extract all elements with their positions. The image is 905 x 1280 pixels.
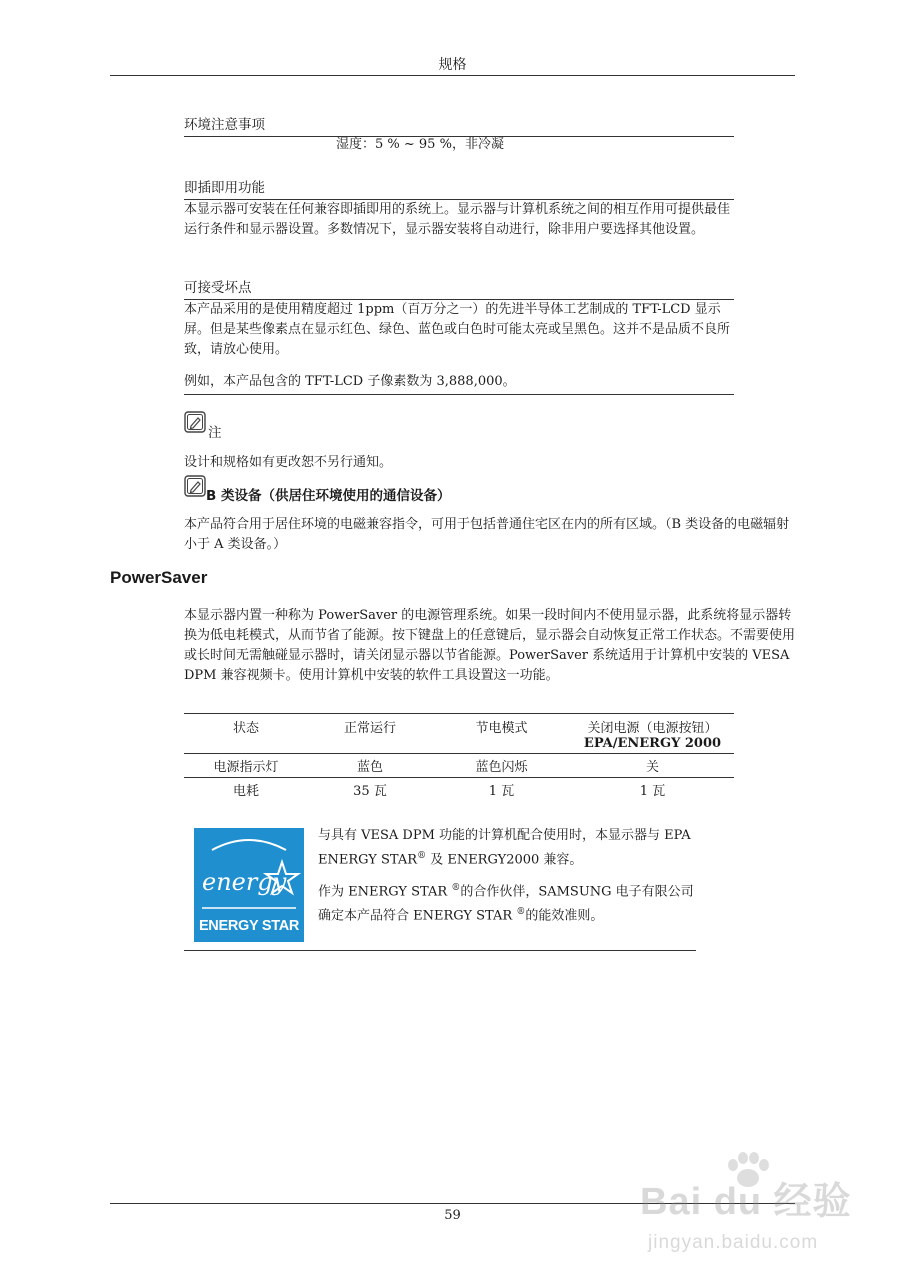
table-header-row <box>184 714 734 754</box>
energy-p1-b: 及 ENERGY2000 兼容。 <box>426 852 583 868</box>
table-row <box>184 754 734 778</box>
registered-mark: ® <box>417 851 427 861</box>
note-text: 设计和规格如有更改恕不另行通知。 <box>184 455 393 470</box>
pixel-example: 例如，本产品包含的 TFT-LCD 子像素数为 3,888,000。 <box>184 374 516 389</box>
watermark-url: jingyan.baidu.com <box>648 1232 819 1253</box>
watermark-brand: Bai du 经验 <box>640 1181 852 1223</box>
energy-star-icon <box>194 828 304 918</box>
env-humidity: 湿度：5 % ~ 95 %，非冷凝 <box>336 137 504 152</box>
powersaver-intro: 本显示器内置一种称为 PowerSaver 的电源管理系统。如果一段时间内不使用显示器，此系统将显示器转换为低电耗模式，从而节省了能源。按下键盘上的任意键后，显示器会自动恢复正常工作状态。不需要使用或长时间无需触碰显示器时，请关闭显示器以节省能源。PowerSaver 系统适用于计算机中安装的 VESA DPM 兼容视频卡。使用计算机中安装的软件工具设置这一功能。 <box>184 608 796 683</box>
energy-p2-c: 的能效准则。 <box>525 908 604 924</box>
table-cell: 电源指示灯 <box>184 754 308 778</box>
energy-para-1 <box>318 826 698 870</box>
energy-star-logo <box>194 828 304 942</box>
page-number: 59 <box>444 1208 461 1223</box>
note-icon <box>184 411 206 433</box>
energy-script-text: energy <box>202 868 287 896</box>
table-cell: 35 瓦 <box>353 784 387 799</box>
table-cell: 电耗 <box>232 784 259 799</box>
header-rule <box>110 75 795 76</box>
plug-text: 本显示器可安装在任何兼容即插即用的系统上。显示器与计算机系统之间的相互作用可提供最佳运行条件和显示器设置。多数情况下，显示器安装将自动进行，除非用户要选择其他设置。 <box>184 202 731 237</box>
table-cell: 蓝色闪烁 <box>432 754 571 778</box>
pixel-title: 可接受坏点 <box>184 276 734 300</box>
power-table <box>184 713 734 802</box>
pixel-text: 本产品采用的是使用精度超过 1ppm（百万分之一）的先进半导体工艺制成的 TFT-LCD 显示屏。但是某些像素点在显示红色、绿色、蓝色或白色时可能太亮或呈黑色。这并不是品质不良所致，请放心使用。 <box>184 302 731 357</box>
table-cell: 蓝色 <box>308 754 432 778</box>
registered-mark: ® <box>516 907 526 918</box>
table-cell: 1 瓦 <box>639 784 666 799</box>
class-b-text: 本产品符合用于居住环境的电磁兼容指令，可用于包括普通住宅区在内的所有区域。（B 类设备的电磁辐射小于 A 类设备。） <box>184 517 790 552</box>
th-off <box>571 714 734 754</box>
pixel-rule <box>184 394 734 395</box>
th-state: 状态 <box>184 714 308 754</box>
env-title: 环境注意事项 <box>184 113 734 137</box>
energy-p2-b: 的合作伙伴，SAMSUNG 电子有限公司确定本产品符合 ENERGY STAR <box>318 884 694 924</box>
powersaver-heading: PowerSaver <box>110 568 208 587</box>
energy-star-label: ENERGY STAR <box>198 918 300 934</box>
registered-mark: ® <box>451 883 461 893</box>
table-cell: 关 <box>571 754 734 778</box>
plug-title: 即插即用功能 <box>184 176 734 200</box>
energy-para-2 <box>318 878 698 927</box>
note-icon <box>184 475 206 497</box>
baidu-watermark <box>640 1150 880 1270</box>
class-b-label: B 类设备（供居住环境使用的通信设备） <box>206 488 451 504</box>
note-label: 注 <box>208 425 222 441</box>
table-cell: 1 瓦 <box>488 784 515 799</box>
page-header: 规格 <box>438 57 467 73</box>
energy-p1-a: 与具有 VESA DPM 功能的计算机配合使用时，本显示器与 EPA ENERGY STAR <box>318 828 691 868</box>
table-row <box>184 778 734 803</box>
energy-p2-a: 作为 ENERGY STAR <box>318 884 452 900</box>
th-off-label: 关闭电源（电源按钮） <box>587 721 718 736</box>
th-saving: 节电模式 <box>432 714 571 754</box>
th-normal: 正常运行 <box>308 714 432 754</box>
energy-rule <box>184 950 696 951</box>
th-off-sub: EPA/ENERGY 2000 <box>583 736 722 751</box>
